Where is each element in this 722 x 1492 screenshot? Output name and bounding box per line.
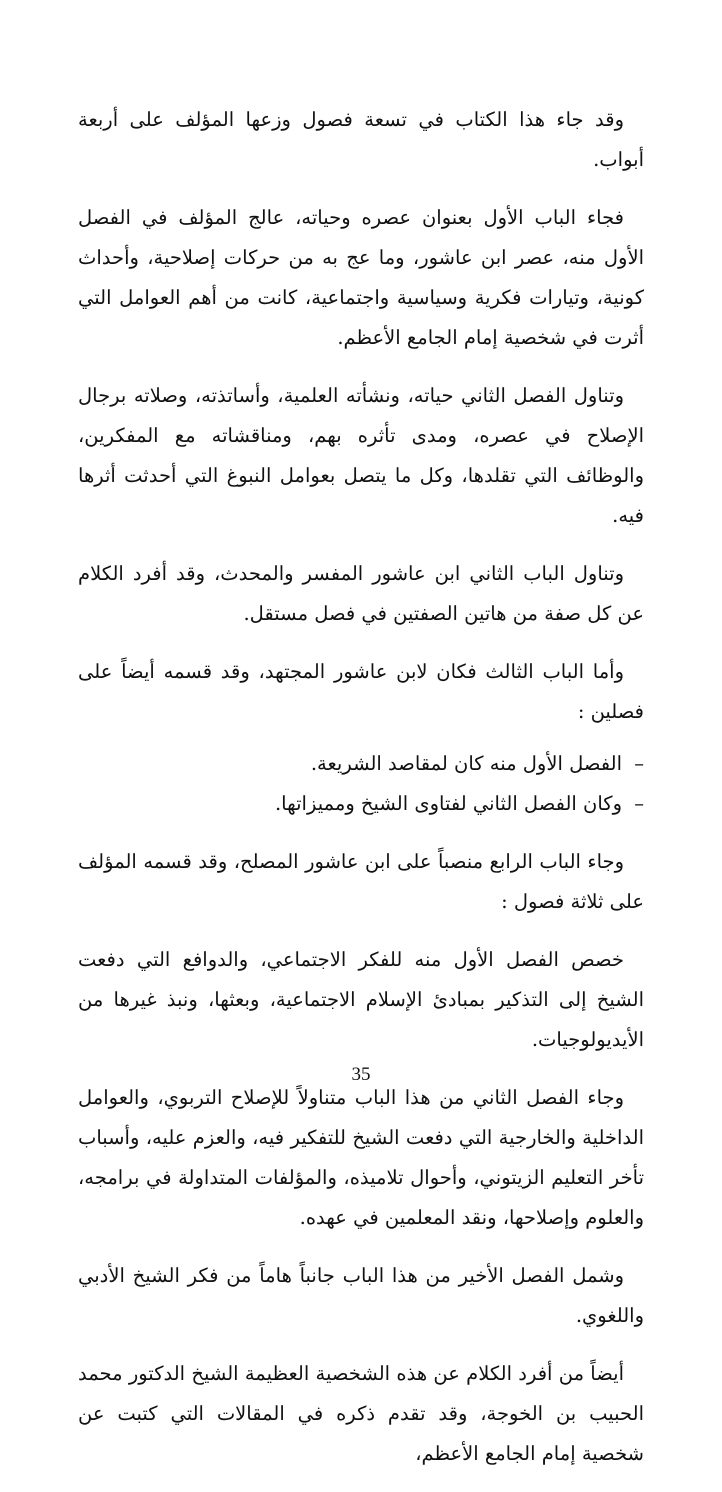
list-item-text: الفصل الأول منه كان لمقاصد الشريعة. xyxy=(310,752,622,775)
paragraph-social-thought: خصص الفصل الأول منه للفكر الاجتماعي، والدوافع التي دفعت الشيخ إلى التذكير بمبادئ الإسلام الاجتماعية، وبعثها، ونبذ غيرها من الأيديولوجيات. xyxy=(78,948,644,1051)
paragraph-education-reform: وجاء الفصل الثاني من هذا الباب متناولاً للإصلاح التربوي، والعوامل الداخلية والخارجية التي دفعت الشيخ للتفكير فيه، والعزم عليه، وأسباب تأخر التعليم الزيتوني، وأحوال تلاميذه، والمؤلفات المتداولة في برامجه، والعلوم وإصلاحها، ونقد المعلمين في عهده. xyxy=(78,1086,644,1229)
paragraph-intro: وقد جاء هذا الكتاب في تسعة فصول وزعها المؤلف على أربعة أبواب. xyxy=(78,108,644,171)
chapter-list xyxy=(78,744,644,824)
list-item xyxy=(78,744,644,784)
page-number: 35 xyxy=(351,1064,371,1085)
page-body xyxy=(78,100,644,1492)
paragraph-literary-thought: وشمل الفصل الأخير من هذا الباب جانباً هاماً من فكر الشيخ الأدبي واللغوي. xyxy=(78,1264,644,1327)
paragraph-part-two: وتناول الباب الثاني ابن عاشور المفسر والمحدث، وقد أفرد الكلام عن كل صفة من هاتين الصفتين في فصل مستقل. xyxy=(78,562,644,625)
list-item-text: وكان الفصل الثاني لفتاوى الشيخ ومميزاتها. xyxy=(274,792,622,815)
paragraph-part-one: فجاء الباب الأول بعنوان عصره وحياته، عالج المؤلف في الفصل الأول منه، عصر ابن عاشور، وما عج به من حركات إصلاحية، وأحداث كونية، وتيارات فكرية وسياسية واجتماعية، كانت من أهم العوامل التي أثرت في شخصية إمام الجامع الأعظم. xyxy=(78,206,644,349)
paragraph-part-four: وجاء الباب الرابع منصباً على ابن عاشور المصلح، وقد قسمه المؤلف على ثلاثة فصول : xyxy=(78,850,644,913)
list-item xyxy=(78,784,644,824)
paragraph-part-three: وأما الباب الثالث فكان لابن عاشور المجتهد، وقد قسمه أيضاً على فصلين : xyxy=(78,660,644,723)
paragraph-ibn-khoja: أيضاً من أفرد الكلام عن هذه الشخصية العظيمة الشيخ الدكتور محمد الحبيب بن الخوجة، وقد تقدم ذكره في المقالات التي كتبت عن شخصية إمام الجامع الأعظم، xyxy=(78,1362,644,1465)
paragraph-chapter-two: وتناول الفصل الثاني حياته، ونشأته العلمية، وأساتذته، وصلاته برجال الإصلاح في عصره، ومدى تأثره بهم، ومناقشاته مع المفكرين، والوظائف التي تقلدها، وكل ما يتصل بعوامل النبوغ التي أحدثت أثرها فيه. xyxy=(78,384,644,527)
list-dash: – xyxy=(634,752,644,775)
list-dash: – xyxy=(634,792,644,815)
